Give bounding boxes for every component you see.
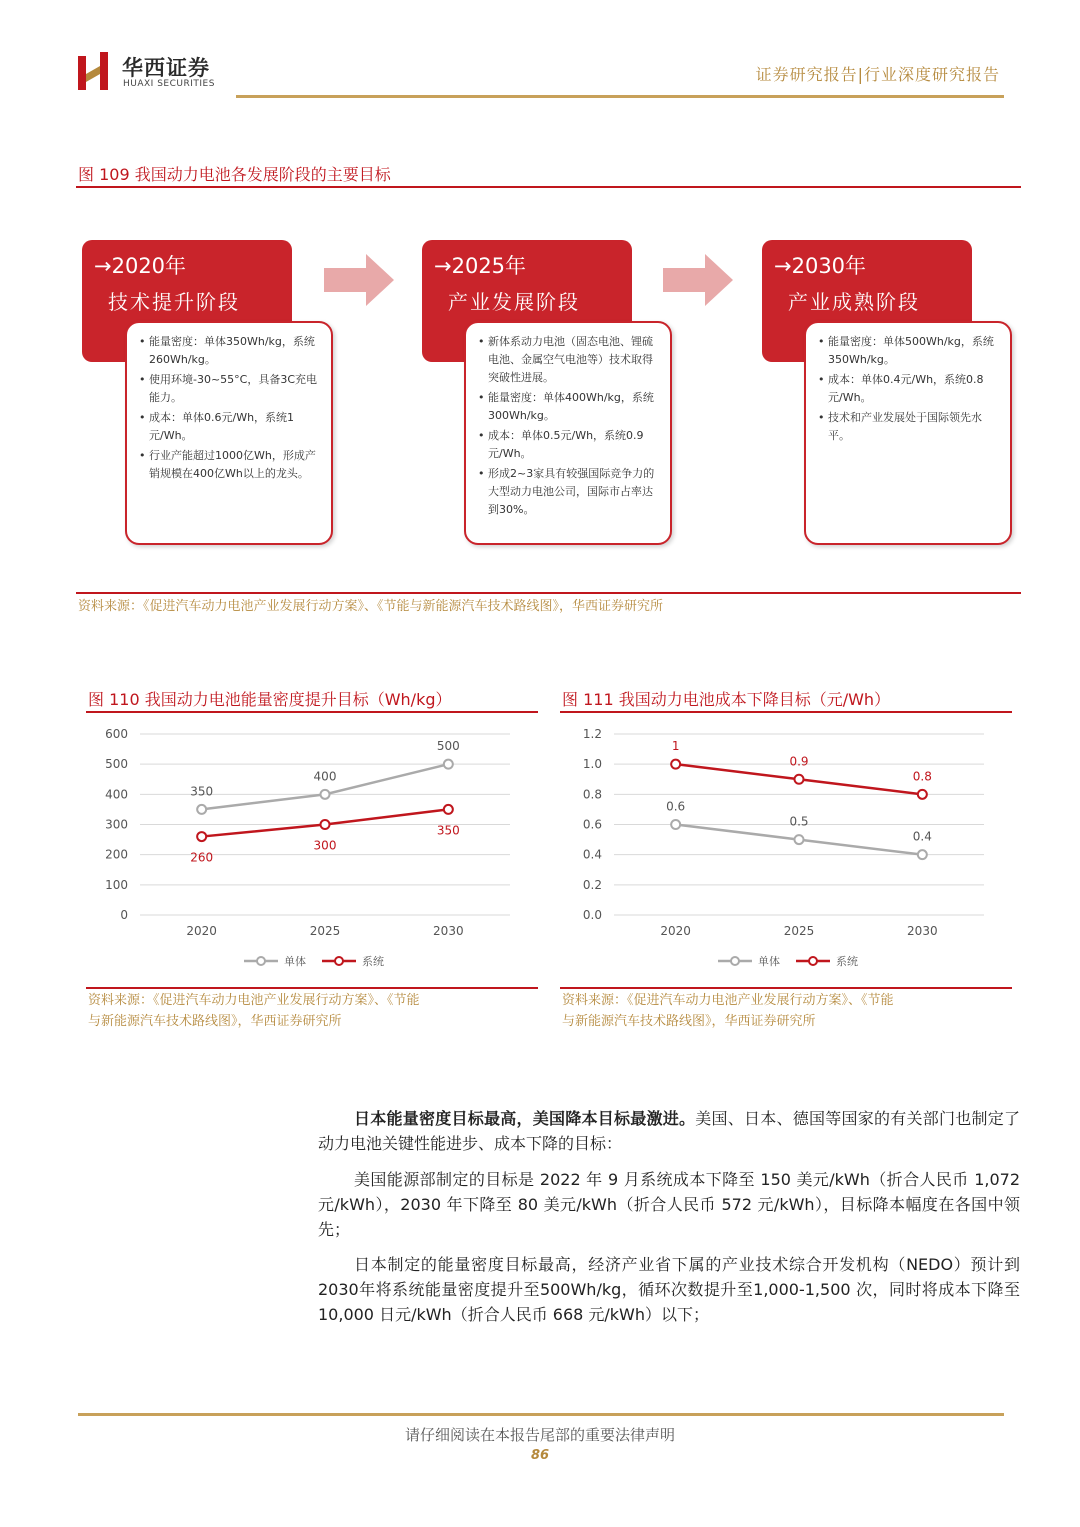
body-paragraph-2: 美国能源部制定的目标是 2022 年 9 月系统成本下降至 150 美元/kWh（折合人民币 1,072 元/kWh），2030 年下降至 80 美元/kWh（折合人民币 572 元/kWh），目标降本幅度在各国中领先； — [318, 1170, 1020, 1239]
x-tick-label: 2030 — [907, 924, 938, 938]
footer-divider — [78, 1413, 1004, 1416]
stage-arrow-icon — [324, 254, 394, 306]
data-point — [918, 850, 927, 859]
stage-name: 产业成熟阶段 — [788, 290, 920, 314]
legend-marker — [809, 957, 817, 965]
goal-item: • 成本：单体0.4元/Wh，系统0.8元/Wh。 — [828, 371, 1000, 407]
y-tick-label: 0.4 — [582, 847, 602, 862]
legend-label: 单体 — [284, 955, 306, 968]
y-tick-label: 500 — [105, 757, 128, 772]
y-tick-label: 300 — [105, 817, 128, 832]
data-label: 400 — [313, 769, 337, 784]
data-label: 0.8 — [912, 769, 932, 784]
source-line: 与新能源汽车技术路线图》，华西证券研究所 — [562, 1014, 816, 1029]
data-point — [197, 805, 206, 814]
fig109-title: 图 109 我国动力电池各发展阶段的主要目标 — [78, 165, 391, 184]
y-tick-label: 0.6 — [582, 817, 602, 832]
data-point — [444, 805, 453, 814]
fig110-title: 图 110 我国动力电池能量密度提升目标（Wh/kg） — [88, 690, 452, 709]
goal-item: • 新体系动力电池（固态电池、锂硫电池、金属空气电池等）技术取得突破性进展。 — [488, 333, 660, 387]
fig109-source: 资料来源：《促进汽车动力电池产业发展行动方案》、《节能与新能源汽车技术路线图》，华西证券研究所 — [78, 599, 664, 614]
data-label: 300 — [313, 838, 337, 853]
x-tick-label: 2025 — [309, 924, 341, 938]
y-tick-label: 100 — [105, 877, 128, 892]
legal-notice: 请仔细阅读在本报告尾部的重要法律声明 — [404, 1426, 675, 1444]
stage-year: →2030年 — [774, 254, 867, 278]
y-tick-label: 0.0 — [582, 908, 602, 922]
stage-2030-goals — [804, 321, 1012, 545]
goal-item: • 使用环境-30~55°C，具备3C充电能力。 — [149, 371, 321, 407]
data-label: 350 — [436, 823, 460, 838]
fig109-bottom-rule — [76, 592, 1021, 594]
legend-marker — [257, 957, 265, 965]
paragraph-text: 美国、日本、德国等国家的有关部门也制定了动力电池关键性能进步、成本下降的目标： — [318, 1109, 1020, 1153]
data-label: 350 — [190, 784, 214, 799]
data-point — [795, 775, 804, 784]
legend-label: 系统 — [836, 955, 858, 968]
stage-2020-goals — [125, 321, 333, 545]
source-line: 与新能源汽车技术路线图》，华西证券研究所 — [88, 1014, 342, 1029]
stage-name: 产业发展阶段 — [448, 290, 580, 314]
header-divider — [236, 95, 1004, 98]
data-label: 1 — [671, 739, 680, 754]
fig111-title-rule — [560, 711, 1012, 713]
x-tick-label: 2025 — [783, 924, 815, 938]
data-point — [671, 820, 680, 829]
data-label: 0.5 — [789, 814, 809, 829]
source-line: 资料来源：《促进汽车动力电池产业发展行动方案》、《节能 — [88, 993, 420, 1008]
body-paragraph-3: 日本制定的能量密度目标最高，经济产业省下属的产业技术综合开发机构（NEDO）预计到2030年将系统能量密度提升至500Wh/kg，循环次数提升至1,000-1,500 次，同时将成本下降至 10,000 日元/kWh（折合人民币 668 元/kWh）以下； — [318, 1255, 1020, 1324]
x-tick-label: 2020 — [660, 924, 691, 938]
legend-marker — [731, 957, 739, 965]
data-label: 260 — [190, 850, 214, 865]
huaxi-logo-icon — [78, 52, 112, 90]
body-paragraph-1 — [318, 1106, 1020, 1156]
stage-2025-goals — [464, 321, 672, 545]
fig111-source — [562, 990, 894, 1032]
data-point — [671, 760, 680, 769]
source-line: 资料来源：《促进汽车动力电池产业发展行动方案》、《节能 — [562, 993, 894, 1008]
goal-item: • 成本：单体0.5元/Wh，系统0.9元/Wh。 — [488, 427, 660, 463]
fig110-source — [88, 990, 420, 1032]
fig111-bottom-rule — [560, 987, 1012, 989]
fig110-bottom-rule — [86, 987, 538, 989]
data-label: 0.6 — [666, 799, 686, 814]
goal-item: • 能量密度：单体500Wh/kg，系统350Wh/kg。 — [828, 333, 1000, 369]
energy-density-chart — [86, 720, 538, 980]
fig110-title-rule — [86, 711, 538, 713]
fig109-title-rule — [76, 186, 1021, 188]
cost-reduction-chart — [560, 720, 1012, 980]
goal-item: • 能量密度：单体400Wh/kg，系统300Wh/kg。 — [488, 389, 660, 425]
goal-item: • 形成2~3家具有较强国际竞争力的大型动力电池公司，国际市占率达到30%。 — [488, 465, 660, 519]
data-point — [321, 820, 330, 829]
data-point — [197, 832, 206, 841]
y-tick-label: 1.2 — [582, 727, 602, 741]
logo-english-name: HUAXI SECURITIES — [123, 79, 215, 89]
report-type: 证券研究报告|行业深度研究报告 — [755, 65, 1000, 84]
legend-label: 单体 — [758, 955, 780, 968]
stage-year: →2025年 — [434, 254, 527, 278]
paragraph-lead: 日本能量密度目标最高，美国降本目标最激进。 — [354, 1109, 696, 1128]
x-tick-label: 2030 — [433, 924, 464, 938]
data-point — [918, 790, 927, 799]
y-tick-label: 0.8 — [582, 787, 602, 802]
y-tick-label: 400 — [105, 787, 128, 802]
data-point — [444, 760, 453, 769]
y-tick-label: 600 — [105, 727, 128, 741]
y-tick-label: 1.0 — [582, 757, 602, 772]
goal-item: • 成本：单体0.6元/Wh，系统1元/Wh。 — [149, 409, 321, 445]
x-tick-label: 2020 — [186, 924, 217, 938]
legend-marker — [335, 957, 343, 965]
y-tick-label: 200 — [105, 847, 128, 862]
stage-name: 技术提升阶段 — [108, 290, 240, 314]
data-label: 0.9 — [789, 754, 809, 769]
goal-item: • 技术和产业发展处于国际领先水平。 — [828, 409, 1000, 445]
goal-item: • 行业产能超过1000亿Wh，形成产销规模在400亿Wh以上的龙头。 — [149, 447, 321, 483]
fig111-title: 图 111 我国动力电池成本下降目标（元/Wh） — [562, 690, 891, 709]
goal-item: • 能量密度：单体350Wh/kg，系统260Wh/kg。 — [149, 333, 321, 369]
y-tick-label: 0.2 — [582, 877, 602, 892]
y-tick-label: 0 — [120, 908, 128, 922]
page-number: 86 — [530, 1448, 550, 1463]
data-point — [321, 790, 330, 799]
stage-year: →2020年 — [94, 254, 187, 278]
data-point — [795, 835, 804, 844]
stage-arrow-icon — [663, 254, 733, 306]
data-label: 0.4 — [912, 829, 932, 844]
data-label: 500 — [436, 739, 460, 754]
legend-label: 系统 — [362, 955, 384, 968]
logo-chinese-name: 华西证券 — [122, 56, 210, 80]
